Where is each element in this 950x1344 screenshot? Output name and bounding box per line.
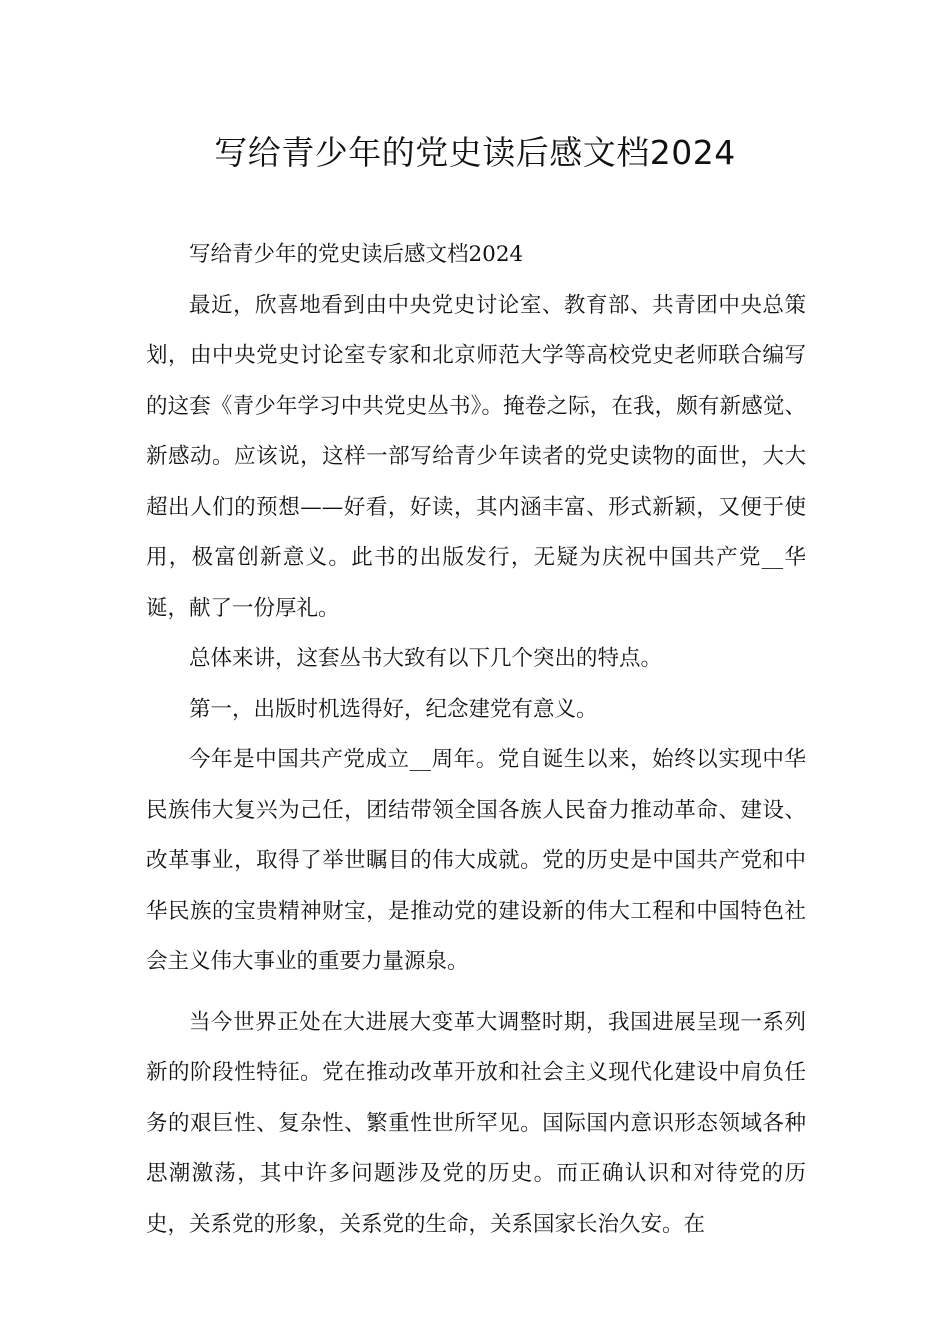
document-title: 写给青少年的党史读后感文档2024 — [214, 133, 736, 172]
paragraph-first-point: 第一，出版时机选得好，纪念建党有意义。 — [189, 696, 598, 722]
paragraph-subtitle: 写给青少年的党史读后感文档2024 — [189, 242, 524, 267]
paragraph-summary: 总体来讲，这套丛书大致有以下几个突出的特点。 — [189, 646, 663, 671]
paragraph-anniversary: 今年是中国共产党成立__周年。党自诞生以来，始终以实现中华民族伟大复兴为己任，团结带领全国各族人民奋力推动革命、建设、改革事业，取得了举世瞩目的伟大成就。党的历史是中国共产党和中华民族的宝贵精神财宝，是推动党的建设新的伟大工程和中国特色社会主义伟大事业的重要力量源泉。 — [146, 747, 806, 974]
paragraph-world-situation: 当今世界正处在大进展大变革大调整时期，我国进展呈现一系列新的阶段性特征。党在推动改革开放和社会主义现代化建设中肩负任务的艰巨性、复杂性、繁重性世所罕见。国际国内意识形态领域各种思潮激荡，其中许多问题涉及党的历史。而正确认识和对待党的历史，关系党的形象，关系党的生命，关系国家长治久安。在 — [146, 1009, 806, 1237]
paragraph-intro: 最近，欣喜地看到由中央党史讨论室、教育部、共青团中央总策划，由中央党史讨论室专家和北京师范大学等高校党史老师联合编写的这套《青少年学习中共党史丛书》。掩卷之际，在我，颇有新感觉、新感动。应该说，这样一部写给青少年读者的党史读物的面世，大大超出人们的预想——好看，好读，其内涵丰富、形式新颖，又便于使用，极富创新意义。此书的出版发行，无疑为庆祝中国共产党__华诞，献了一份厚礼。 — [146, 292, 806, 621]
document-body — [146, 230, 806, 1250]
